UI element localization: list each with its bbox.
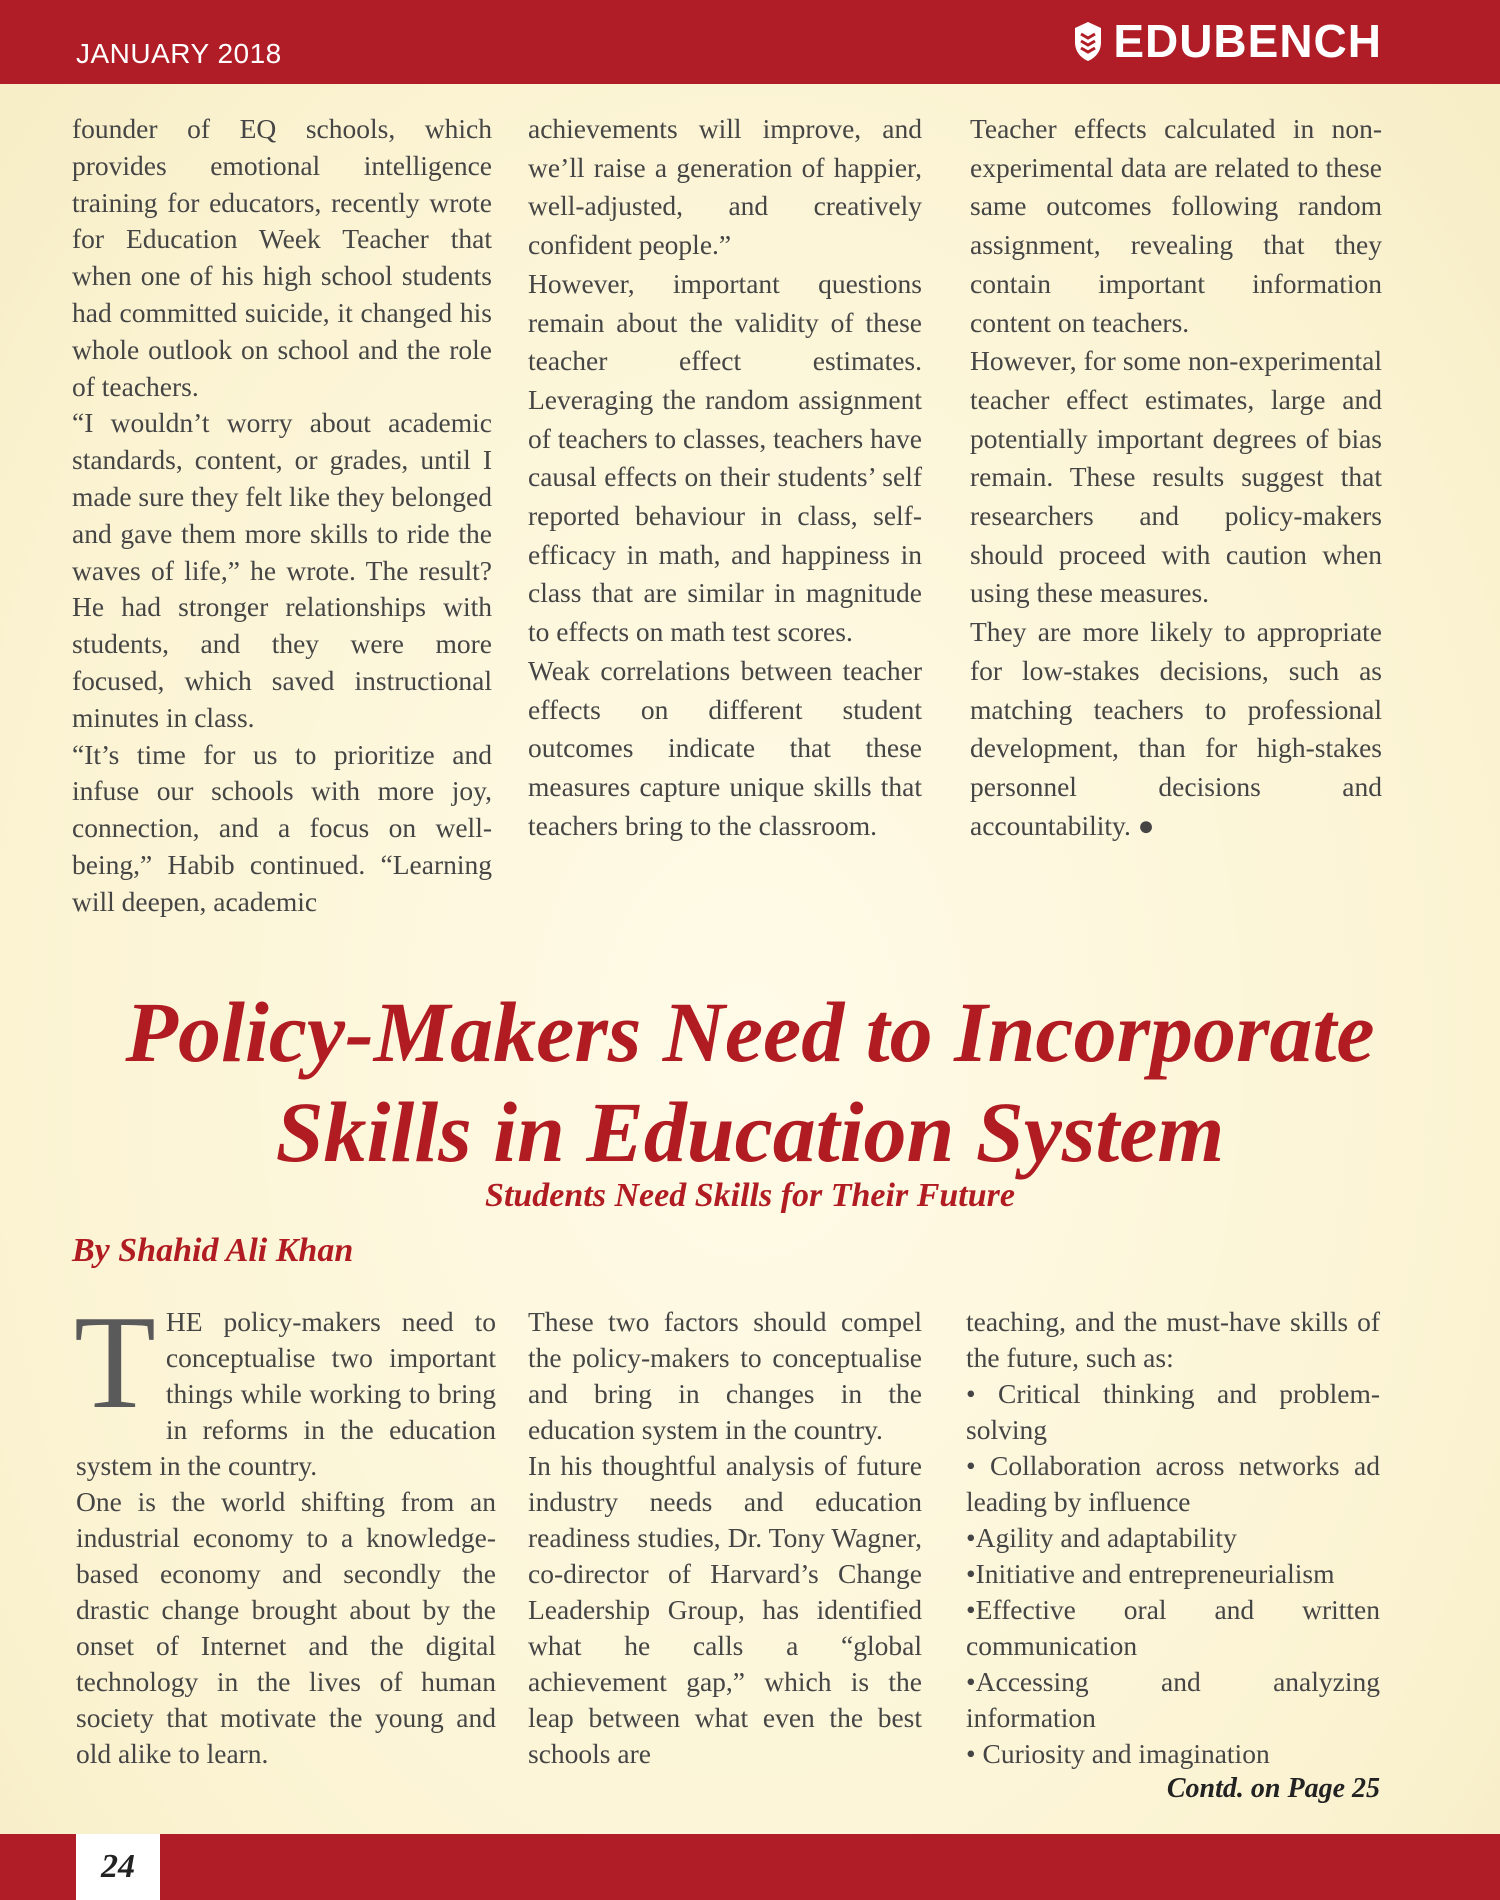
paragraph: achievements will improve, and we’ll raise a generation of happier, well-adjusted, and creatively confident people.” <box>528 113 922 261</box>
paragraph: However, important questions remain about the validity of these teacher effect estimates. Leveraging the random assignment of teachers to classes, teachers have causal effects on their students’ self reported behaviour in class, self-efficacy in math, and happiness in class that are similar in magnitude to effects on math test scores. <box>528 267 922 648</box>
list-item: • Curiosity and imagination <box>966 1738 1270 1769</box>
list-item: •Accessing and analyzing information <box>966 1666 1380 1733</box>
paragraph: Weak correlations between teacher effects on different student outcomes indicate that these measures capture unique skills that teachers bring to the classroom. <box>528 654 922 841</box>
issue-date: JANUARY 2018 <box>76 38 282 69</box>
drop-cap: T <box>74 1288 156 1436</box>
article-subhead: Students Need Skills for Their Future <box>485 1177 1015 1214</box>
continued-note: Contd. on Page 25 <box>1166 1773 1380 1804</box>
paragraph: Teacher effects calculated in non-experimental data are related to these same outcomes following random assignment, revealing that they contain important information content on teachers. <box>970 113 1382 338</box>
paragraph: They are more likely to appropriate for low-stakes decisions, such as matching teachers to professional development, than for high-stakes personnel decisions and accountability. ● <box>970 616 1382 841</box>
page-number: 24 <box>76 1834 160 1900</box>
body-column-2 <box>528 1304 922 1772</box>
paragraph: However, for some non-experimental teacher effect estimates, large and potentially important degrees of bias remain. These results suggest that researchers and policy-makers should proceed with caution when using these measures. <box>970 345 1382 609</box>
page-footer <box>0 1834 1500 1900</box>
list-item: •Effective oral and written communication <box>966 1594 1380 1661</box>
paragraph: “I wouldn’t worry about academic standards, content, or grades, until I made sure they felt like they belonged and gave them more skills to ride the waves of life,” he wrote. The result? He had stronger relationships with students, and they were more focused, which saved instructional minutes in class. <box>72 407 492 733</box>
article-headline <box>40 982 1460 1182</box>
paragraph: founder of EQ schools, which provides emotional intelligence training for educators, recently wrote for Education Week Teacher that when one of his high school students had committed suicide, it changed his whole outlook on school and the role of teachers. <box>72 113 492 402</box>
list-item: • Collaboration across networks ad leading by influence <box>966 1450 1380 1517</box>
body-column-3 <box>966 1304 1380 1772</box>
paragraph: In his thoughtful analysis of future industry needs and education readiness studies, Dr. Tony Wagner, co-director of Harvard’s Change Leadership Group, has identified what he calls a “global achievement gap,” which is the leap between what even the best schools are <box>528 1450 922 1769</box>
headline-line-1: Policy-Makers Need to Incorporate <box>125 984 1375 1080</box>
shield-logo-icon <box>1073 20 1103 62</box>
paragraph: These two factors should compel the policy-makers to conceptualise and bring in changes in the education system in the country. <box>528 1306 922 1445</box>
paragraph: “It’s time for us to prioritize and infuse our schools with more joy, connection, and a focus on well-being,” Habib continued. “Learning will deepen, academic <box>72 738 492 917</box>
top-column-3 <box>970 110 1382 845</box>
brand-logo <box>1073 14 1382 68</box>
top-column-2 <box>528 110 922 845</box>
top-column-1 <box>72 111 492 921</box>
list-item: •Initiative and entrepreneurialism <box>966 1558 1335 1589</box>
article-byline: By Shahid Ali Khan <box>72 1232 354 1269</box>
paragraph: One is the world shifting from an industrial economy to a knowledge-based economy and secondly the drastic change brought about by the onset of Internet and the digital technology in the lives of human society that motivate the young and old alike to learn. <box>76 1486 496 1769</box>
headline-line-2: Skills in Education System <box>275 1084 1225 1180</box>
list-item: •Agility and adaptability <box>966 1522 1237 1553</box>
paragraph: teaching, and the must-have skills of the future, such as: <box>966 1306 1380 1373</box>
body-column-1 <box>74 1288 496 1772</box>
page-header <box>0 0 1500 84</box>
paragraph: THE policy-makers need to conceptualise two important things while working to bring in reforms in the education system in the country. <box>74 1288 496 1481</box>
brand-name: EDUBENCH <box>1113 15 1382 67</box>
list-item: • Critical thinking and problem-solving <box>966 1378 1380 1445</box>
